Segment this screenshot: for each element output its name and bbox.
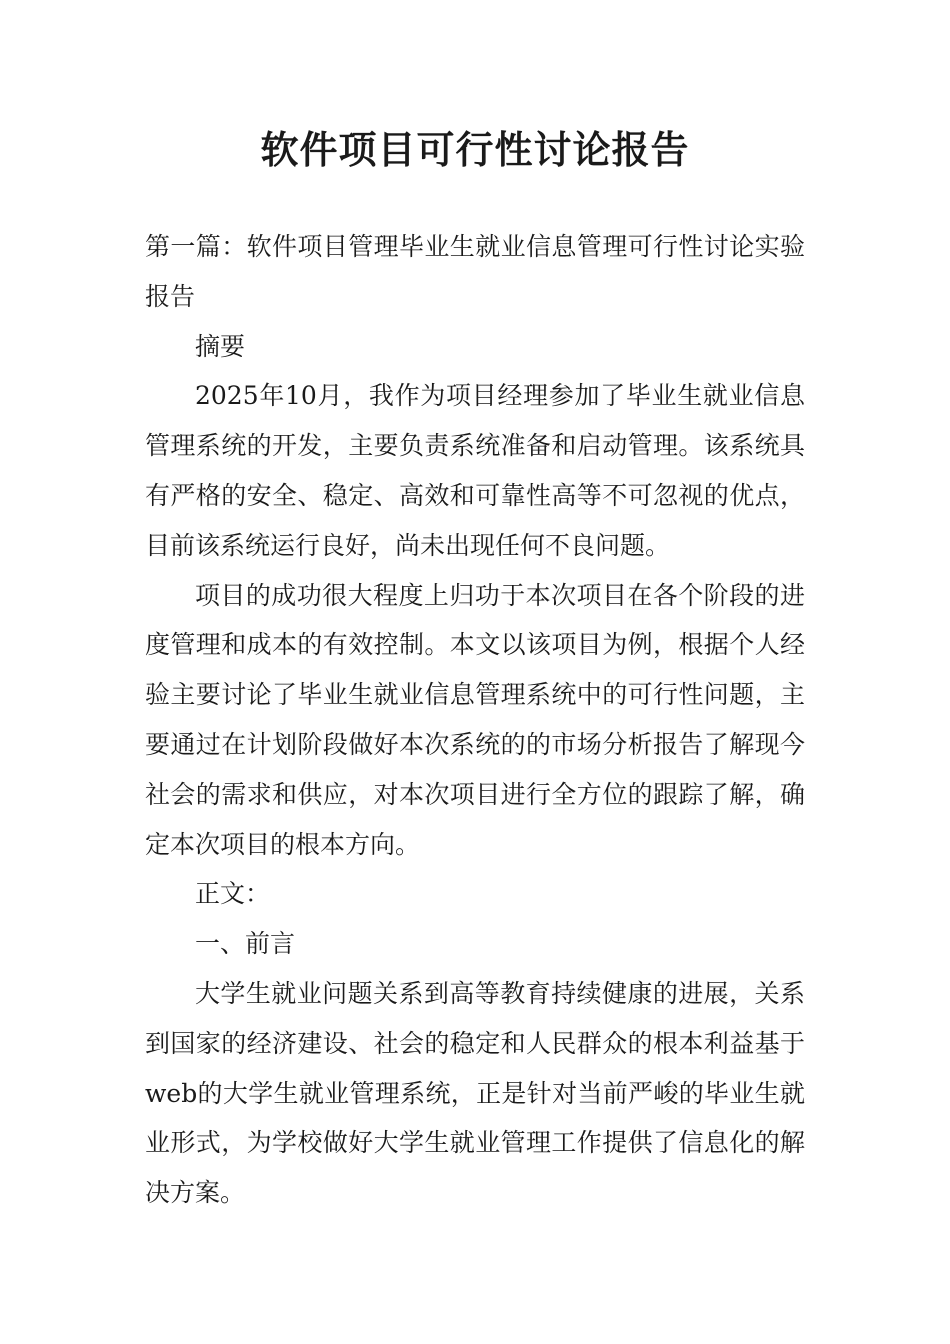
document-title: 软件项目可行性讨论报告 (260, 128, 690, 172)
paragraph-body-heading: 正文： (195, 879, 271, 909)
paragraph-section-heading: 一、前言 (195, 929, 296, 959)
paragraph-abstract-1: 2025年10月，我作为项目经理参加了毕业生就业信息管理系统的开发，主要负责系统准备和启动管理。该系统具有严格的安全、稳定、高效和可靠性高等不可忽视的优点，目前该系统运行良好，尚未出现任何不良问题。 (145, 381, 805, 560)
paragraph-section-1: 大学生就业问题关系到高等教育持续健康的进展，关系到国家的经济建设、社会的稳定和人民群众的根本利益基于web的大学生就业管理系统，正是针对当前严峻的毕业生就业形式，为学校做好大学生就业管理工作提供了信息化的解决方案。 (145, 978, 805, 1208)
document-body (145, 222, 805, 1218)
paragraph-part-heading: 第一篇：软件项目管理毕业生就业信息管理可行性讨论实验报告 (145, 232, 805, 311)
paragraph-abstract-heading: 摘要 (195, 331, 246, 361)
paragraph-abstract-2: 项目的成功很大程度上归功于本次项目在各个阶段的进度管理和成本的有效控制。本文以该项目为例，根据个人经验主要讨论了毕业生就业信息管理系统中的可行性问题，主要通过在计划阶段做好本次系统的的市场分析报告了解现今社会的需求和供应，对本次项目进行全方位的跟踪了解，确定本次项目的根本方向。 (145, 580, 805, 859)
